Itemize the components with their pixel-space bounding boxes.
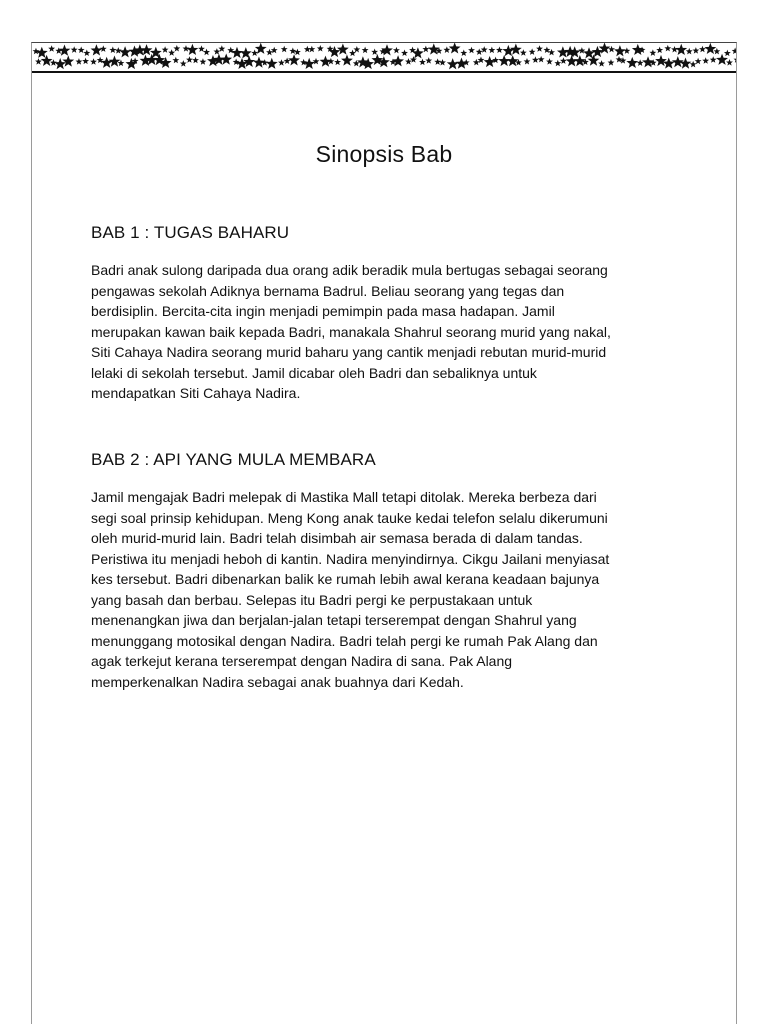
star-icon [83,50,90,57]
section-bab-1 [91,223,691,404]
star-icon [101,57,113,68]
star-icon [100,45,107,52]
page-title: Sinopsis Bab [315,141,453,167]
star-icon [675,44,687,55]
star-icon [422,46,429,53]
star-icon [655,55,667,66]
star-icon [251,49,258,56]
star-icon [468,47,475,54]
star-icon [649,49,656,56]
star-icon [443,46,450,53]
star-icon [492,57,499,64]
star-icon [231,47,243,58]
star-icon [686,48,693,55]
star-icon [288,54,300,65]
star-icon [476,48,483,55]
star-icon [203,49,210,56]
star-icon [308,46,315,53]
star-icon [695,58,702,65]
star-icon [536,45,543,52]
star-icon [220,53,232,64]
star-icon [412,47,424,58]
star-icon [187,44,199,55]
star-icon [243,56,255,67]
star-icon [119,46,131,57]
star-icon [620,57,627,64]
star-icon [699,46,706,53]
section-body: Jamil mengajak Badri melepak di Mastika Mall tetapi ditolak. Mereka berbeza dari segi soal prinsip kehidupan. Meng Kong anak tauke kedai telefon selalu dikerumuni oleh murid-murid lain. Badri telah disimbah air semasa berada di dalam tandas. Peristiwa itu menjadi heboh di kantin. Nadira menyindirnya. Cikgu Jailani menyiasat kes tersebut. Badri dibenarkan balik ke rumah lebih awal kerana keadaan bajunya yang basah dan berbau. Selepas itu Badri pergi ke perpustakaan untuk menenangkan jiwa dan berjalan-jalan tetapi terserempat dengan Shahrul yang menunggang motosikal dengan Nadira. Badri telah pergi ke rumah Pak Alang dan agak terkejut kerana terserempat dengan Nadira di sana. Pak Alang memperkenalkan Nadira sebagai anak buahnya dari Kedah. [91,489,610,690]
star-icon [313,58,320,65]
star-icon [460,49,467,56]
star-icon [726,59,733,66]
star-icon [76,58,83,65]
star-icon [623,47,630,54]
star-icon [36,47,48,58]
star-icon [734,56,736,63]
star-icon [362,47,369,54]
star-icon [327,58,334,65]
star-icon [109,55,121,66]
star-icon [419,59,426,66]
star-icon [574,55,586,66]
section-body: Badri anak sulong daripada dua orang adik beradik mula bertugas sebagai seorang pengawas sekolah Adiknya bernama Badrul. Beliau seorang yang tegas dan berdisiplin. Bercita-cita ingin menjadi pemimpin pada masa hadapan. Jamil merupakan kawan baik kepada Badri, manakala Shahrul seorang murid yang nakal, Siti Cahaya Nadira seorang murid baharu yang cantik menjadi rebutan murid-murid lelaki di sekolah tersebut. Jamil dicabar oleh Badri dan sebaliknya untuk mendapatkan Siti Cahaya Nadira. [91,262,611,401]
star-icon [481,46,488,53]
star-icon [236,58,248,69]
star-icon [281,46,288,53]
star-icon [186,56,193,63]
section-heading: BAB 1 : TUGAS BAHARU [91,223,290,242]
star-icon [48,45,55,52]
section-heading: BAB 2 : API YANG MULA MEMBARA [91,450,376,469]
star-icon [447,58,459,69]
star-icon [496,47,503,54]
star-icon [529,48,536,55]
star-icon [198,45,205,52]
star-icon [180,60,187,67]
star-icon [62,55,74,66]
star-icon [162,46,169,53]
star-icon [41,55,53,66]
star-icon [303,58,315,69]
star-icon [349,50,356,57]
star-icon [510,44,522,55]
star-icon [266,58,278,69]
star-icon [173,45,180,52]
star-icon [425,57,432,64]
star-icon [520,49,527,56]
star-icon [334,59,341,66]
star-icon [710,56,717,63]
star-icon [289,47,296,54]
star-icon [353,46,360,53]
star-border-icon [32,43,736,71]
star-icon [317,45,324,52]
star-icon [637,59,644,66]
star-icon [560,57,567,64]
star-icon [192,57,199,64]
star-icon [656,47,663,54]
star-icon [484,56,496,67]
star-icon [378,56,390,67]
star-icon [392,55,404,66]
star-icon [90,58,97,65]
star-icon [702,57,709,64]
star-icon [278,59,285,66]
star-icon [82,58,89,65]
star-icon [233,59,240,66]
star-icon [692,47,699,54]
star-icon [732,48,736,55]
star-icon [393,47,400,54]
star-icon [200,58,207,65]
section-bab-2 [91,450,691,692]
star-icon [488,47,495,54]
star-icon [381,44,393,55]
star-icon [616,56,623,63]
star-icon [608,59,615,66]
star-icon [59,45,71,56]
star-icon [724,50,731,57]
document-page [31,42,737,1024]
star-icon [172,57,179,64]
star-icon [294,49,301,56]
star-icon [71,46,78,53]
star-icon [546,58,553,65]
star-icon [614,45,626,56]
star-icon [240,47,252,58]
star-icon [524,58,531,65]
star-icon [91,44,103,55]
star-icon [664,45,671,52]
star-icon [713,48,720,55]
star-icon [449,43,461,54]
star-icon [401,50,408,57]
star-icon [213,48,220,55]
star-icon [598,60,605,67]
star-border [32,43,736,73]
star-icon [538,56,545,63]
star-icon [704,43,716,54]
star-icon [626,57,638,68]
star-icon [532,56,539,63]
star-icon [168,49,175,56]
star-icon [371,48,378,55]
star-icon [439,59,446,66]
star-icon [271,47,278,54]
star-icon [337,43,349,54]
star-icon [554,60,561,67]
star-icon [578,47,585,54]
star-icon [341,54,353,65]
